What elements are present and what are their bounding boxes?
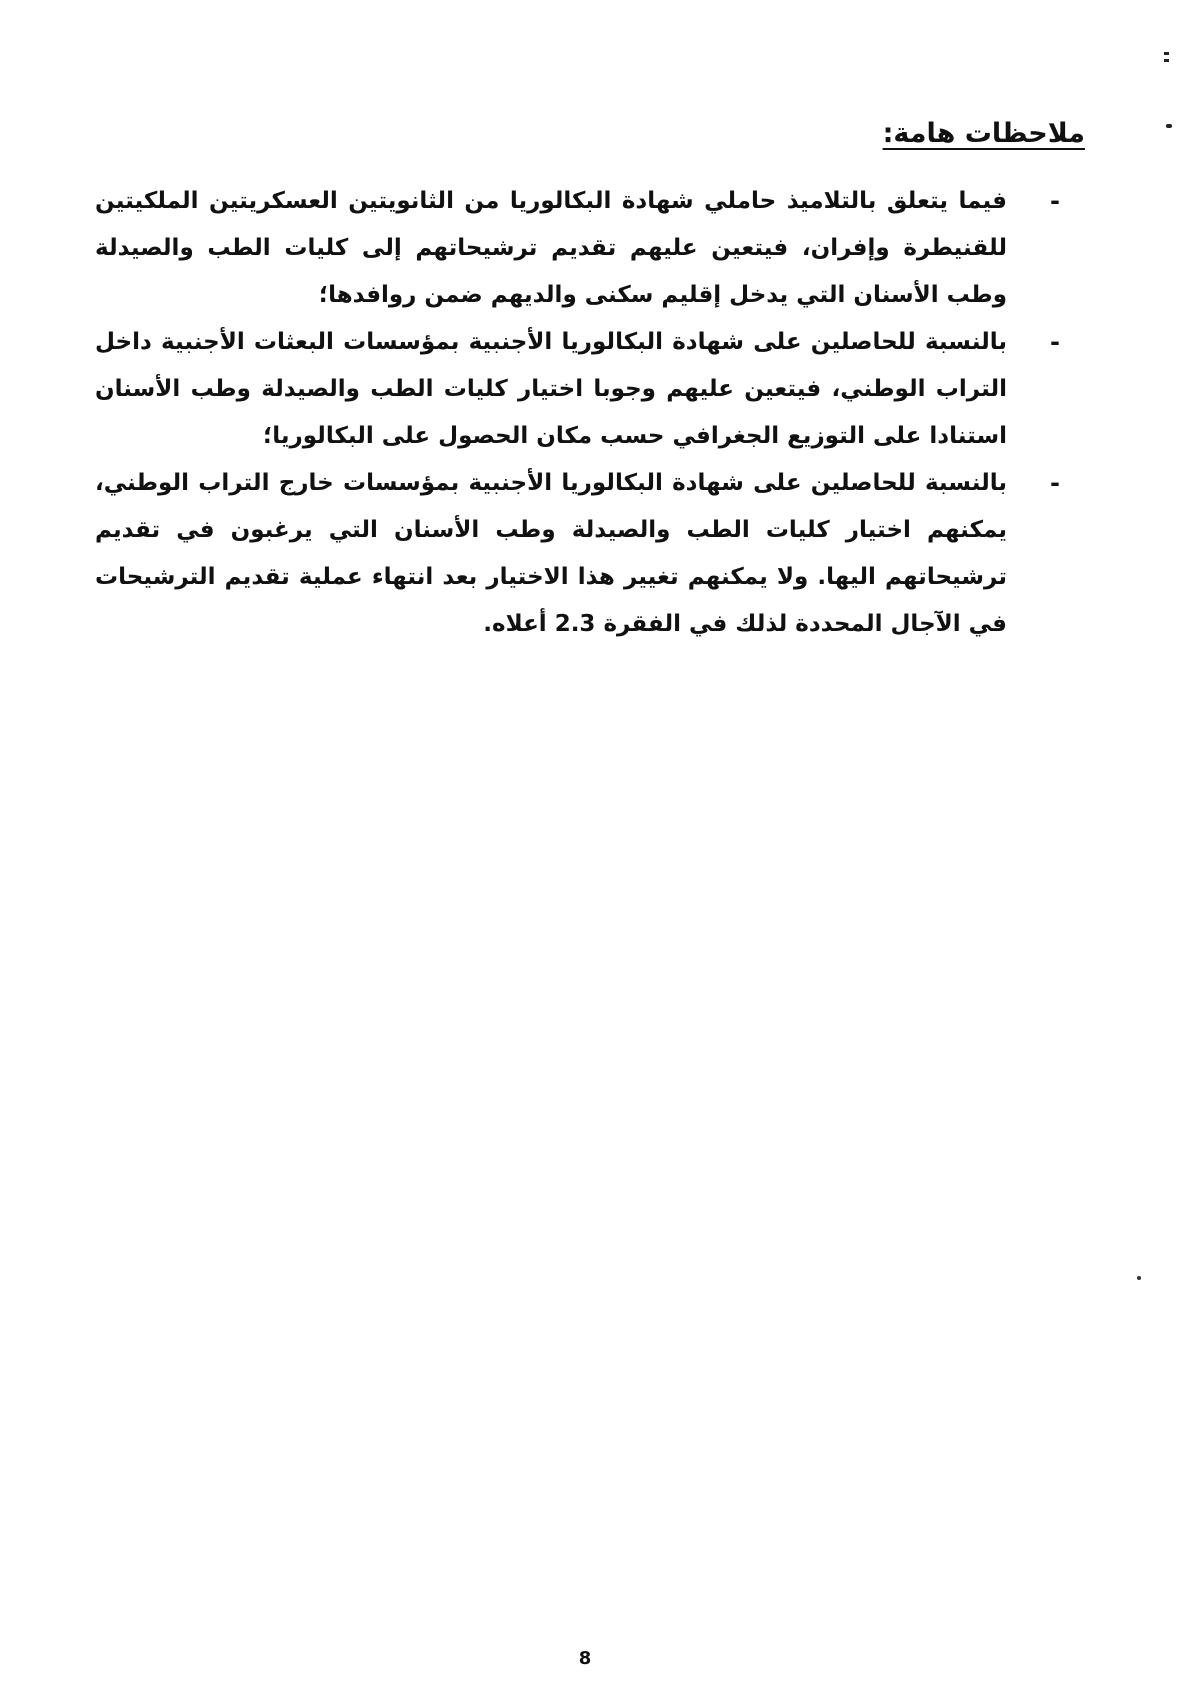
note-item bbox=[95, 319, 1060, 460]
section-heading: ملاحظات هامة: bbox=[882, 118, 1085, 149]
note-item bbox=[95, 178, 1060, 319]
bullet-dash: - bbox=[1050, 187, 1060, 215]
page-number: 8 bbox=[578, 1648, 592, 1669]
scan-artifact-dot bbox=[1137, 1276, 1141, 1280]
note-text: بالنسبة للحاصلين على شهادة البكالوريا الأجنبية بمؤسسات البعثات الأجنبية داخل التراب الوطني، فيتعين عليهم وجوبا اختيار كليات الطب والصيدلة وطب الأسنان استنادا على التوزيع الجغرافي حسب مكان الحصول على البكالوريا؛ bbox=[95, 329, 1007, 449]
bullet-dash: - bbox=[1050, 328, 1060, 356]
notes-list bbox=[95, 178, 1060, 648]
scan-artifact-mark bbox=[1164, 52, 1169, 62]
note-item bbox=[95, 460, 1060, 648]
note-text: فيما يتعلق بالتلاميذ حاملي شهادة البكالوريا من الثانويتين العسكريتين الملكيتين للقنيطرة وإفران، فيتعين عليهم تقديم ترشيحاتهم إلى كليات الطب والصيدلة وطب الأسنان التي يدخل إقليم سكنى والديهم ضمن روافدها؛ bbox=[95, 188, 1007, 308]
note-text: بالنسبة للحاصلين على شهادة البكالوريا الأجنبية بمؤسسات خارج التراب الوطني، يمكنهم اختيار كليات الطب والصيدلة وطب الأسنان التي يرغبون في تقديم ترشيحاتهم اليها. ولا يمكنهم تغيير هذا الاختيار بعد انتهاء عملية تقديم الترشيحات في الآجال المحددة لذلك في الفقرة 2.3 أعلاه. bbox=[95, 470, 1007, 637]
bullet-dash: - bbox=[1050, 469, 1060, 497]
scan-artifact-mark bbox=[1166, 124, 1172, 128]
